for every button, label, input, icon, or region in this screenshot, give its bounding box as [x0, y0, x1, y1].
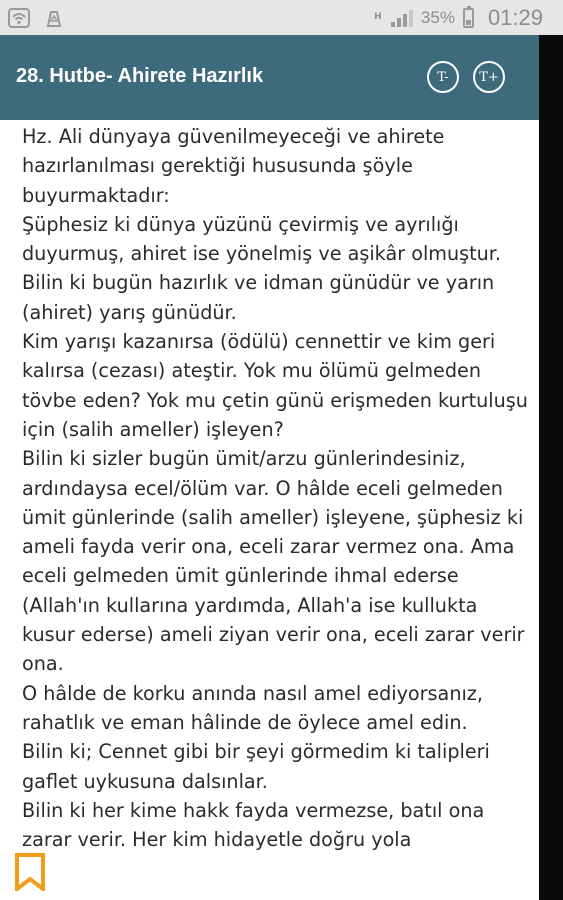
paragraph: Hz. Ali dünyaya güvenilmeyeceği ve ahirete hazırlanılması gerektiği hususunda şöyle buyurmaktadır: [22, 125, 445, 207]
battery-icon [463, 8, 474, 28]
app-bar [0, 35, 539, 120]
status-bar [0, 0, 563, 35]
system-indicators [373, 0, 543, 35]
paragraph: O hâlde de korku anında nasıl amel ediyorsanız, rahatlık ve eman hâlinde de öylece amel edin. [22, 681, 483, 734]
article-body[interactable] [22, 122, 532, 900]
clock: 01:29 [487, 4, 543, 30]
paragraph: Kim yarışı kazanırsa (ödülü) cennettir ve kim geri kalırsa (cezası) ateştir. Yok mu ölümü gelmeden tövbe eden? Yok mu çetin günü erişmeden kurtuluşu için (salih ameller) işleyen? [22, 330, 528, 441]
bookmark-icon[interactable] [14, 853, 46, 891]
paragraph: Bilin ki; Cennet gibi bir şeyi görmedim ki talipleri gaflet uykusuna dalsınlar. [22, 740, 490, 793]
battery-percent: 35% [420, 7, 455, 27]
font-increase-button[interactable]: T+ [473, 61, 505, 93]
paragraph: Şüphesiz ki dünya yüzünü çevirmiş ve ayrılığı duyurmuş, ahiret ise yönelmiş ve aşikâr olmuştur. Bilin ki bugün hazırlık ve idman günüdür ve yarın (ahiret) yarış günüdür. [22, 212, 502, 324]
recycle-notification-icon [44, 8, 64, 28]
paragraph: Bilin ki sizler bugün ümit/arzu günlerindesiniz, ardındaysa ecel/ölüm var. O hâlde eceli gelmeden ümit günlerinde (salih ameller) işleyene, şüphesiz ki ameli fayda verir ona, eceli zarar vermez ona. Ama eceli gelmeden ümit günlerinde ihmal ederse (Allah'ın kullarına yardımda, Allah'a ise kullukta kusur ederse) ameli ziyan verir ona, eceli zarar verir ona. [22, 447, 525, 676]
font-decrease-button[interactable]: T- [427, 61, 459, 93]
signal-strength-icon [391, 9, 413, 27]
wifi-notification-icon [8, 8, 30, 28]
network-type-label: H [374, 12, 382, 22]
page-title: 28. Hutbe- Ahirete Hazırlık [16, 65, 264, 87]
paragraph: Bilin ki her kime hakk fayda vermezse, batıl ona zarar verir. Her kim hidayetle doğru yola [22, 798, 485, 852]
edge-strip [539, 35, 563, 900]
notification-icons [8, 8, 64, 28]
